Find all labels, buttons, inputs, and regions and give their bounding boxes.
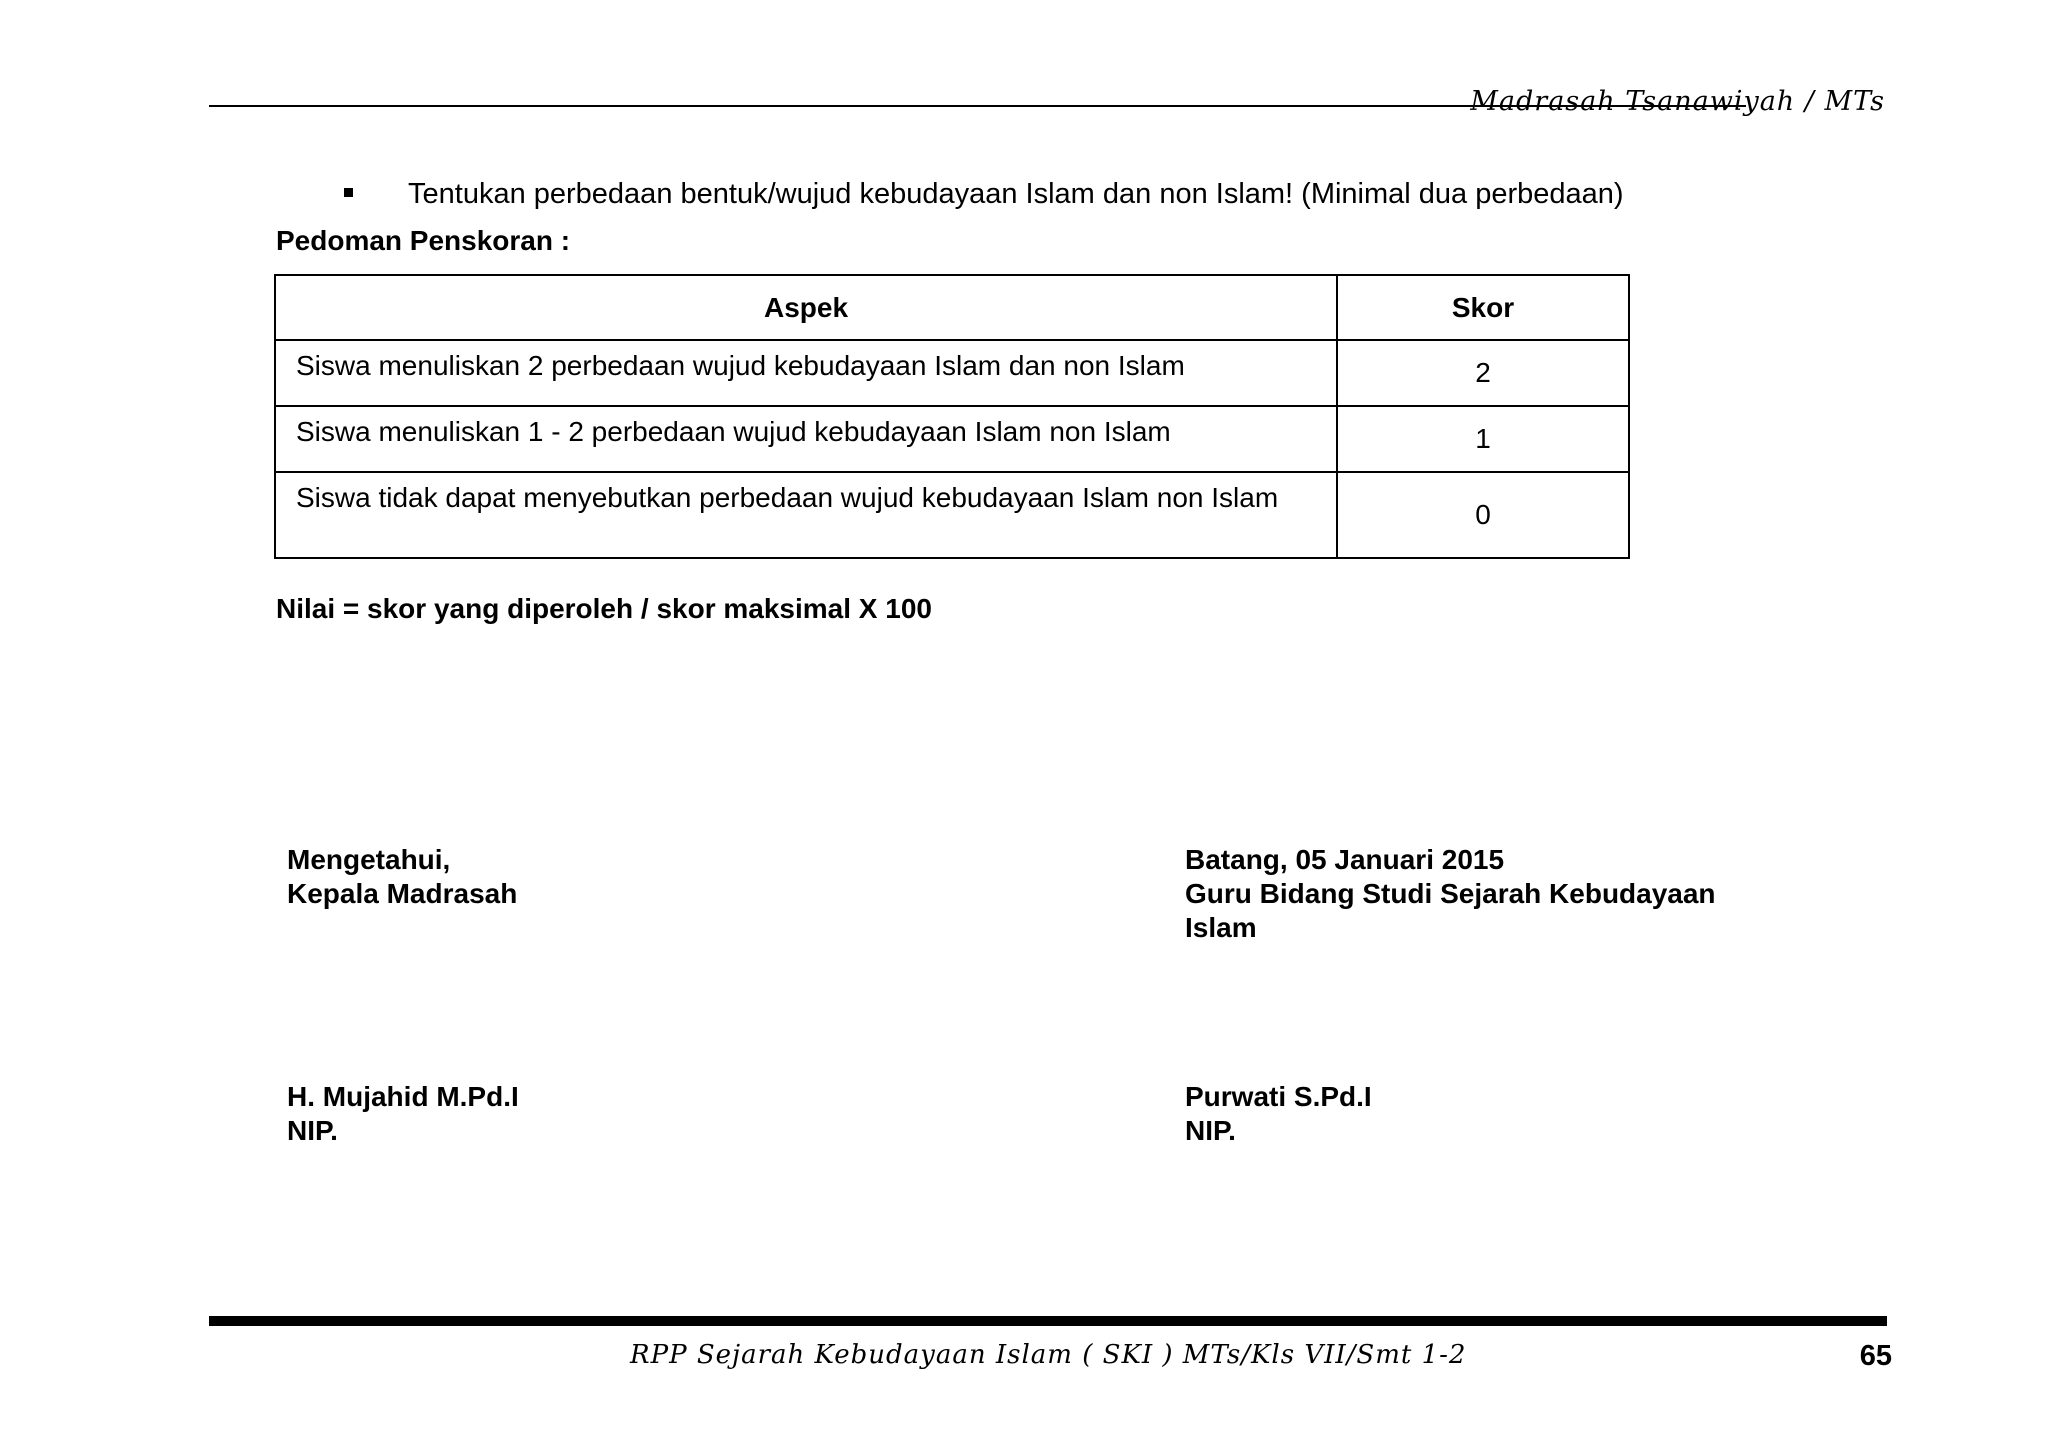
table-row: [275, 472, 1629, 558]
signature-left-header: [287, 843, 517, 911]
skor-cell: 0: [1337, 472, 1629, 558]
signature-left-nip: NIP.: [287, 1115, 338, 1146]
table-row: [275, 406, 1629, 472]
bullet-square-icon: [344, 188, 353, 197]
signature-right-line2: Guru Bidang Studi Sejarah Kebudayaan Islam: [1185, 878, 1716, 943]
table-header-row: [275, 275, 1629, 340]
header-aspek: Aspek: [275, 275, 1337, 340]
aspek-cell: Siswa menuliskan 2 perbedaan wujud kebudayaan Islam dan non Islam: [275, 340, 1337, 406]
page-number: 65: [1859, 1340, 1892, 1372]
nilai-formula: Nilai = skor yang diperoleh / skor maksimal X 100: [276, 593, 932, 624]
signature-left-name-block: [287, 1080, 519, 1148]
footer-title: RPP Sejarah Kebudayaan Islam ( SKI ) MTs/Kls VII/Smt 1-2: [630, 1340, 1467, 1370]
aspek-cell: Siswa tidak dapat menyebutkan perbedaan wujud kebudayaan Islam non Islam: [275, 472, 1337, 558]
signature-right-name: Purwati S.Pd.I: [1185, 1081, 1372, 1112]
signature-right-nip: NIP.: [1185, 1115, 1236, 1146]
skor-cell: 1: [1337, 406, 1629, 472]
signature-right-line1: Batang, 05 Januari 2015: [1185, 844, 1505, 875]
signature-right-name-block: [1185, 1080, 1372, 1148]
aspek-cell: Siswa menuliskan 1 - 2 perbedaan wujud kebudayaan Islam non Islam: [275, 406, 1337, 472]
signature-left-line2: Kepala Madrasah: [287, 878, 518, 909]
scoring-table: [274, 274, 1630, 559]
footer-rule: [209, 1316, 1887, 1326]
skor-cell: 2: [1337, 340, 1629, 406]
signature-left-name: H. Mujahid M.Pd.I: [287, 1081, 519, 1112]
signature-right-header: [1185, 843, 1745, 945]
header-title: Madrasah Tsanawiyah / MTs: [1470, 86, 1885, 117]
table-row: [275, 340, 1629, 406]
question-text: Tentukan perbedaan bentuk/wujud kebudayaan Islam dan non Islam! (Minimal dua perbedaan): [408, 178, 1624, 210]
signature-left-line1: Mengetahui,: [287, 844, 451, 875]
header-skor: Skor: [1337, 275, 1629, 340]
pedoman-label: Pedoman Penskoran :: [276, 225, 571, 256]
